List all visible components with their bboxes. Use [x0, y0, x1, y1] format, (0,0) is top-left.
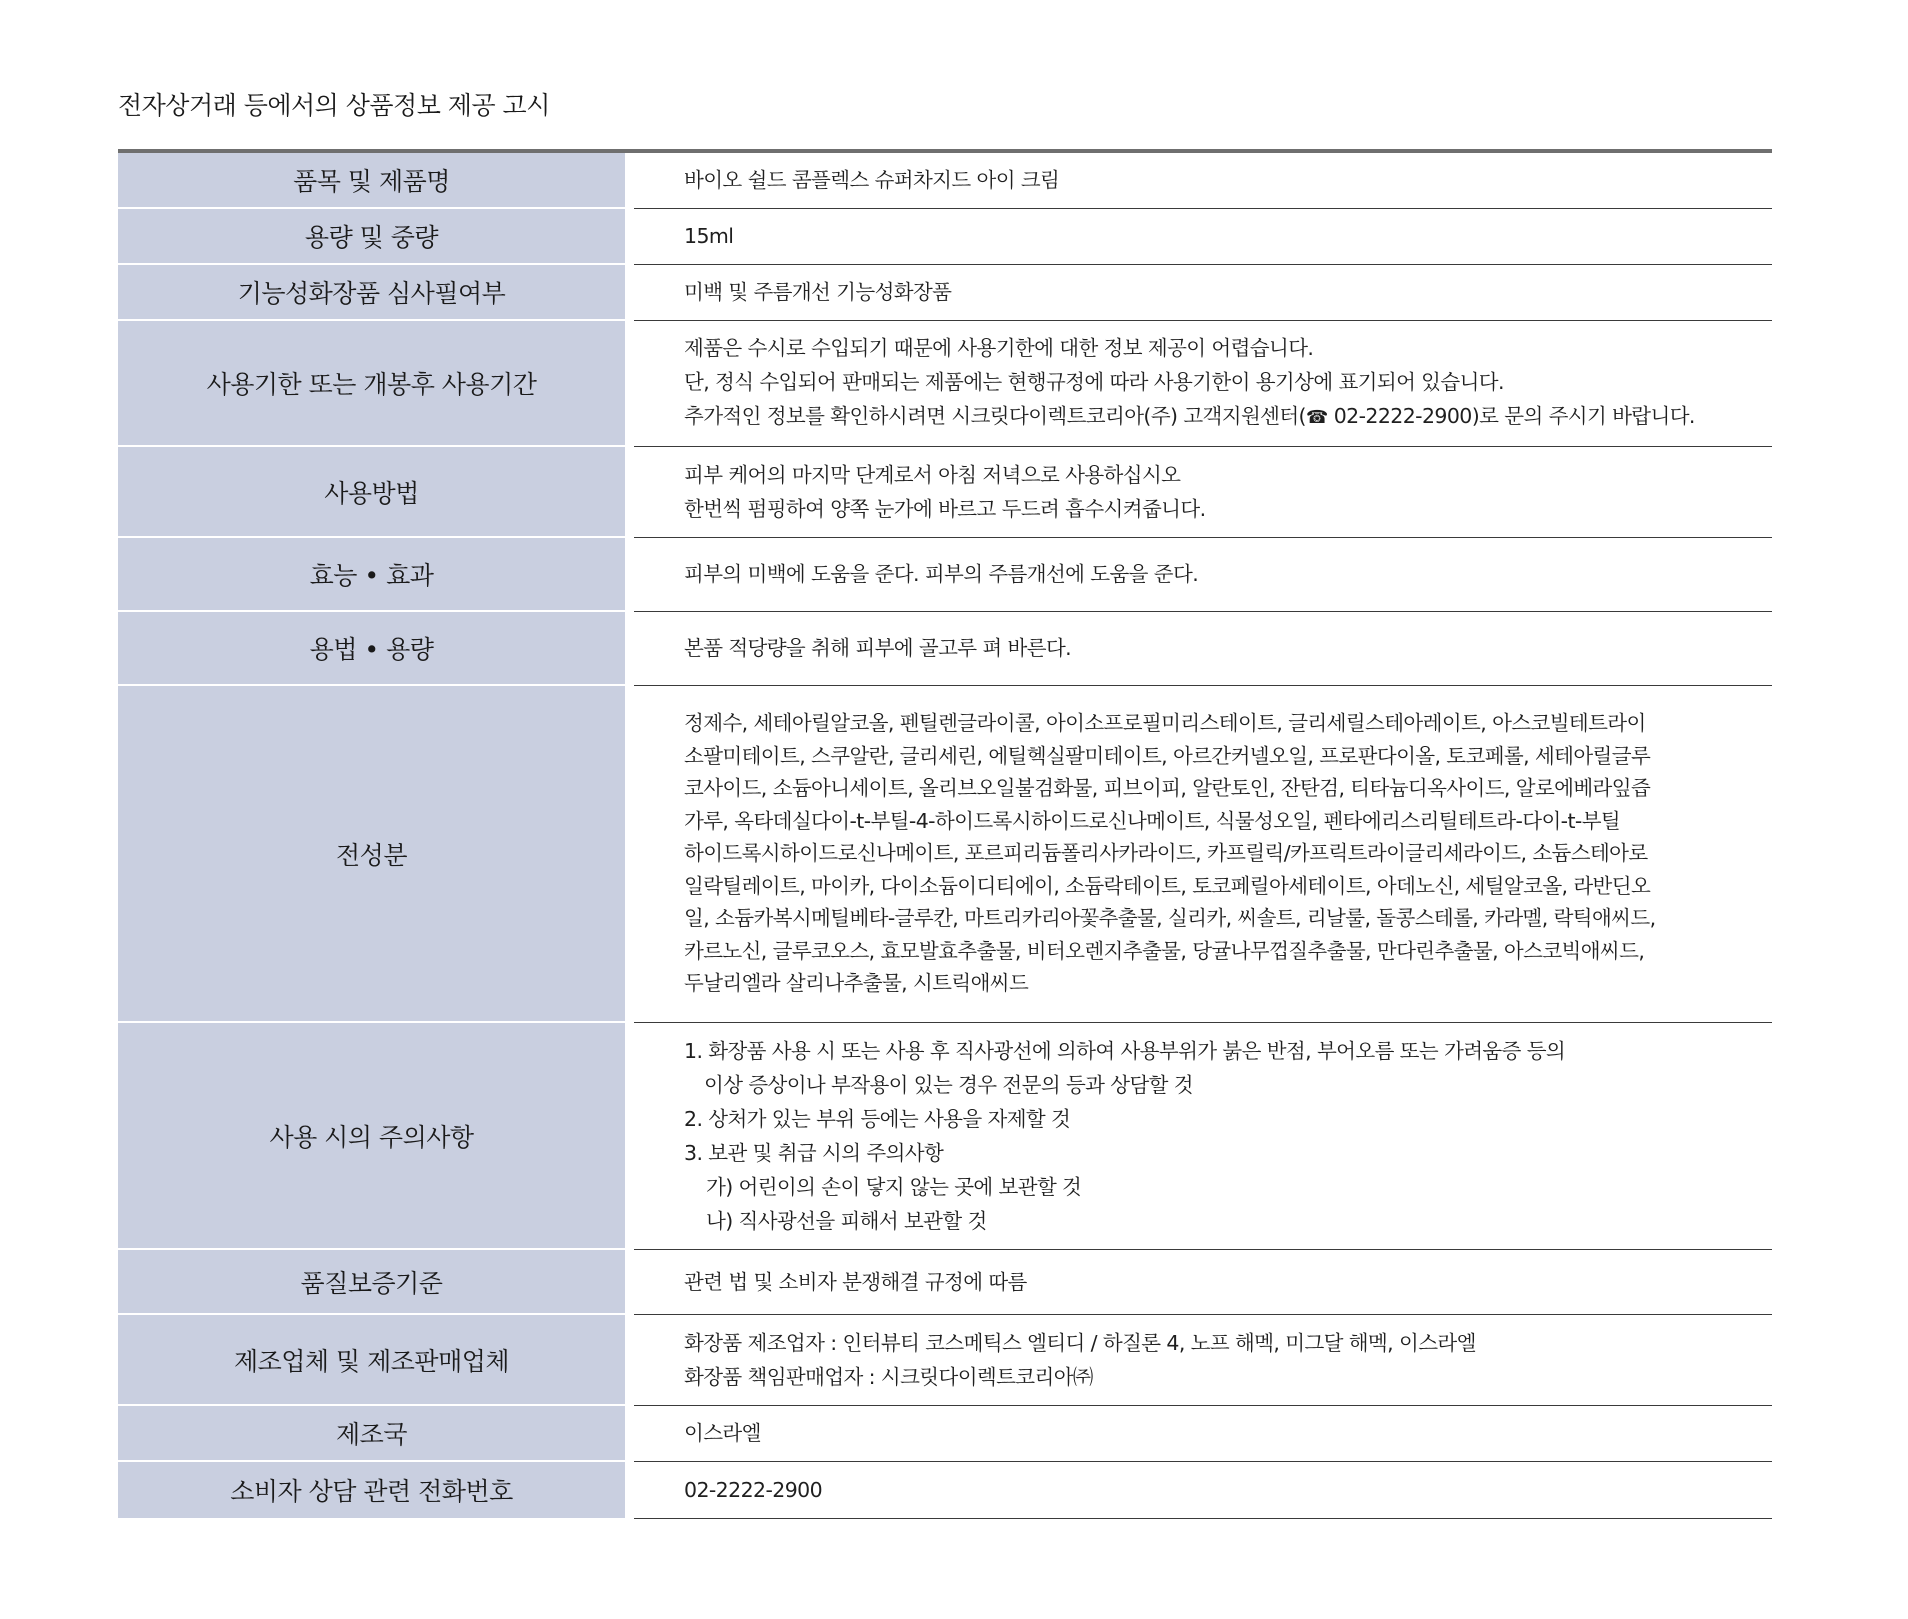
value-line: 02-2222-2900: [684, 1477, 823, 1502]
value-line: 일락틸레이트, 마이카, 다이소듐이디티에이, 소듐락테이트, 토코페릴아세테이트, 아데노신, 세틸알코올, 라반딘오: [684, 873, 1651, 898]
table-row: [118, 1249, 1772, 1314]
table-row: [118, 1314, 1772, 1405]
row-label-phone: 소비자 상담 관련 전화번호: [118, 1461, 625, 1518]
row-label-precautions: 사용 시의 주의사항: [118, 1022, 625, 1249]
table-row: [118, 446, 1772, 537]
value-line: 2. 상처가 있는 부위 등에는 사용을 자제할 것: [684, 1106, 1071, 1131]
value-line: 화장품 책임판매업자 : 시크릿다이렉트코리아㈜: [684, 1364, 1093, 1389]
value-line: 일, 소듐카복시메틸베타-글루칸, 마트리카리아꽃추출물, 실리카, 씨솔트, 리날룰, 돌콩스테롤, 카라멜, 락틱애씨드,: [684, 906, 1656, 931]
row-label-ingredients: 전성분: [118, 685, 625, 1022]
table-row: [118, 151, 1772, 208]
row-value-product-name: [634, 151, 1772, 208]
row-label-product-name: 품목 및 제품명: [118, 151, 625, 208]
table-row: [118, 685, 1772, 1022]
value-line: 바이오 쉴드 콤플렉스 슈퍼차지드 아이 크림: [684, 168, 1060, 193]
row-label-dosage: 용법 • 용량: [118, 611, 625, 685]
row-value-manufacturer: [634, 1314, 1772, 1405]
column-gap: [625, 151, 634, 208]
table-row: [118, 1461, 1772, 1518]
product-info-table: [118, 149, 1772, 1519]
row-label-usage: 사용방법: [118, 446, 625, 537]
value-line: 한번씩 펌핑하여 양쪽 눈가에 바르고 두드려 흡수시켜줍니다.: [684, 496, 1206, 521]
column-gap: [625, 611, 634, 685]
table-row: [118, 264, 1772, 320]
row-value-dosage: [634, 611, 1772, 685]
row-value-usage: [634, 446, 1772, 537]
value-line: 카르노신, 글루코오스, 효모발효추출물, 비터오렌지추출물, 당귤나무껍질추출물, 만다린추출물, 아스코빅애씨드,: [684, 938, 1645, 963]
column-gap: [625, 264, 634, 320]
contact-line: [684, 399, 1752, 435]
value-line: 3. 보관 및 취급 시의 주의사항: [684, 1140, 944, 1165]
value-line: 하이드록시하이드로신나메이트, 포르피리듐폴리사카라이드, 카프릴릭/카프릭트라이글리세라이드, 소듐스테아로: [684, 841, 1648, 866]
column-gap: [625, 1405, 634, 1461]
value-line: 이스라엘: [684, 1421, 761, 1445]
row-value-capacity: [634, 208, 1772, 264]
row-label-manufacturer: 제조업체 및 제조판매업체: [118, 1314, 625, 1405]
row-value-country: [634, 1405, 1772, 1461]
row-label-expiry: 사용기한 또는 개봉후 사용기간: [118, 320, 625, 446]
row-value-expiry: [634, 320, 1772, 446]
table-row: [118, 537, 1772, 611]
page-title: 전자상거래 등에서의 상품정보 제공 고시: [118, 91, 550, 120]
value-line: 두날리엘라 살리나추출물, 시트릭애씨드: [684, 971, 1029, 996]
value-line: 단, 정식 수입되어 판매되는 제품에는 현행규정에 따라 사용기한이 용기상에 표기되어 있습니다.: [684, 370, 1504, 394]
row-value-ingredients: [634, 685, 1772, 1022]
value-line: 제품은 수시로 수입되기 때문에 사용기한에 대한 정보 제공이 어렵습니다.: [684, 336, 1314, 360]
value-line: 정제수, 세테아릴알코올, 펜틸렌글라이콜, 아이소프로필미리스테이트, 글리세릴스테아레이트, 아스코빌테트라이: [684, 711, 1646, 736]
value-line: 피부 케어의 마지막 단계로서 아침 저녁으로 사용하십시오: [684, 462, 1181, 487]
column-gap: [625, 685, 634, 1022]
table-row: [118, 1022, 1772, 1249]
value-line: 미백 및 주름개선 기능성화장품: [684, 280, 952, 304]
value-line: 화장품 제조업자 : 인터뷰티 코스메틱스 엘티디 / 하질론 4, 노프 해멕, 미그달 해멕, 이스라엘: [684, 1330, 1476, 1355]
value-line: 관련 법 및 소비자 분쟁해결 규정에 따름: [684, 1269, 1027, 1294]
value-line: 본품 적당량을 취해 피부에 골고루 펴 바른다.: [684, 636, 1072, 660]
row-label-capacity: 용량 및 중량: [118, 208, 625, 264]
table-row: [118, 1405, 1772, 1461]
phone-icon: ☎: [1305, 407, 1328, 428]
value-line: 15ml: [684, 224, 734, 248]
column-gap: [625, 446, 634, 537]
contact-phone: 02-2222-2900: [1327, 404, 1472, 428]
contact-suffix: )로 문의 주시기 바랍니다.: [1471, 404, 1695, 428]
row-value-quality: [634, 1249, 1772, 1314]
column-gap: [625, 1022, 634, 1249]
column-gap: [625, 1249, 634, 1314]
contact-prefix: 추가적인 정보를 확인하시려면 시크릿다이렉트코리아(주) 고객지원센터(: [684, 404, 1306, 428]
row-label-efficacy: 효능 • 효과: [118, 537, 625, 611]
value-line: 가) 어린이의 손이 닿지 않는 곳에 보관할 것: [706, 1174, 1082, 1199]
value-line: 이상 증상이나 부작용이 있는 경우 전문의 등과 상담할 것: [704, 1072, 1193, 1097]
table-row: [118, 208, 1772, 264]
value-line: 1. 화장품 사용 시 또는 사용 후 직사광선에 의하여 사용부위가 붉은 반점, 부어오름 또는 가려움증 등의: [684, 1038, 1566, 1063]
column-gap: [625, 1461, 634, 1518]
table-row: [118, 320, 1772, 446]
value-line: 코사이드, 소듐아니세이트, 올리브오일불검화물, 피브이피, 알란토인, 잔탄검, 티타늄디옥사이드, 알로에베라잎즙: [684, 776, 1651, 801]
column-gap: [625, 320, 634, 446]
table-row: [118, 611, 1772, 685]
row-label-quality: 품질보증기준: [118, 1249, 625, 1314]
row-value-efficacy: [634, 537, 1772, 611]
row-label-functional-review: 기능성화장품 심사필여부: [118, 264, 625, 320]
row-label-country: 제조국: [118, 1405, 625, 1461]
row-value-phone: [634, 1461, 1772, 1518]
row-value-precautions: [634, 1022, 1772, 1249]
column-gap: [625, 208, 634, 264]
value-line: 가루, 옥타데실다이-t-부틸-4-하이드록시하이드로신나메이트, 식물성오일, 펜타에리스리틸테트라-다이-t-부틸: [684, 808, 1621, 833]
value-line: 나) 직사광선을 피해서 보관할 것: [706, 1208, 987, 1233]
value-line: 피부의 미백에 도움을 준다. 피부의 주름개선에 도움을 준다.: [684, 562, 1199, 586]
column-gap: [625, 1314, 634, 1405]
value-line: 소팔미테이트, 스쿠알란, 글리세린, 에틸헥실팔미테이트, 아르간커넬오일, 프로판다이올, 토코페롤, 세테아릴글루: [684, 743, 1651, 768]
row-value-functional-review: [634, 264, 1772, 320]
column-gap: [625, 537, 634, 611]
